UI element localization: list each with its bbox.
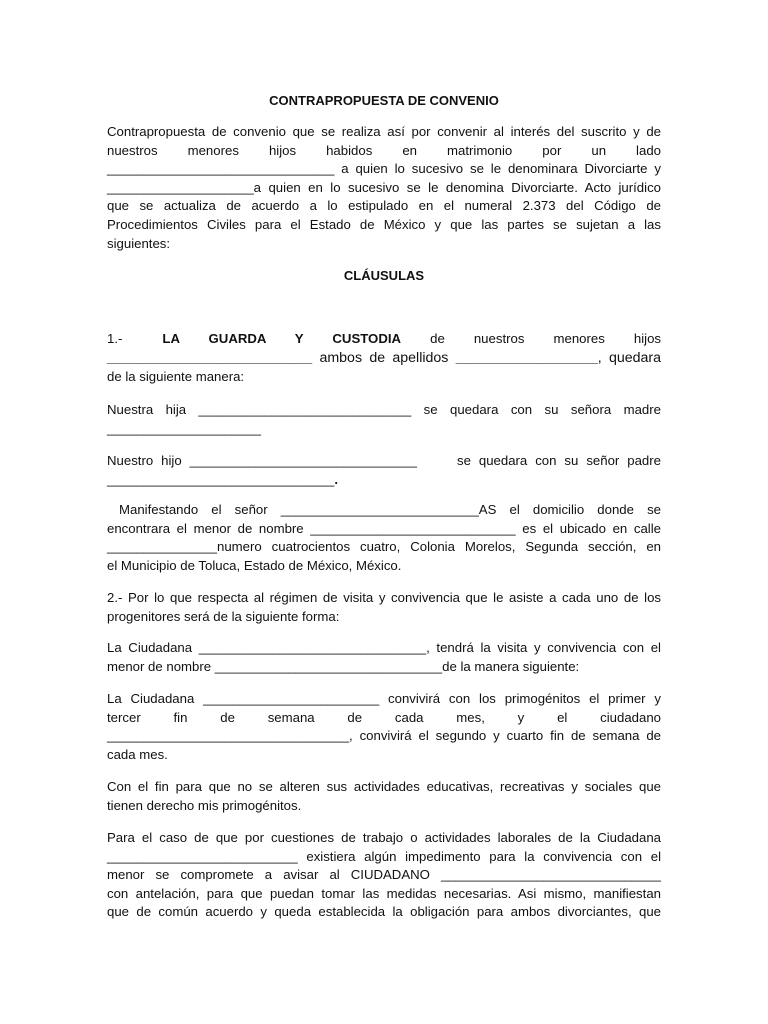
surnames-blank: __________________ [455,349,598,366]
clause-1 [107,330,661,386]
clause-1-number: 1.- [107,331,123,346]
children-names-blank: __________________________ [107,349,313,366]
daughter-line: _____________________ [107,420,262,436]
intro-line: Procedimientos Civiles para el Estado de México y que las partes se sujetan a las [107,216,661,232]
work-case-line: Para el caso de que por cuestiones de trabajo o actividades laborales de la Ciudadana [107,830,661,845]
clause-1-text: de nuestros menores hijos [430,331,661,346]
clause-2-line: progenitores será de la siguiente forma: [107,608,340,624]
clause-1-text: , quedara [597,349,662,366]
visit-line: menor de nombre _______________________________de la manera siguiente: [107,658,580,674]
clause-1-line [107,349,661,368]
son-blank: _______________________________ [107,471,335,487]
son-line [107,452,661,471]
visit-line: La Ciudadana _______________________________, tendrá la visita y convivencia con el [107,640,661,655]
daughter-line: Nuestra hija _____________________________ se quedara con su señora madre [107,402,661,417]
work-case-line: con antelación, para que puedan tomar las medidas necesarias. Asi mismo, manifiestan [107,885,661,901]
domicile-line: el Municipio de Toluca, Estado de México, México. [107,557,402,573]
son-paragraph [107,452,661,489]
clause-1-line [107,330,661,349]
visit-paragraph [107,639,661,676]
activities-paragraph [107,778,661,815]
domicile-paragraph [107,501,661,575]
son-line [107,471,661,490]
son-period: . [334,471,339,487]
weekend-line: La Ciudadana ________________________ convivirá con los primogénitos el primer y [107,691,661,706]
weekend-paragraph [107,690,661,764]
domicile-line: encontrara el menor de nombre ____________________________ es el ubicado en calle [107,520,661,536]
domicile-line: _______________numero cuatrocientos cuatro, Colonia Morelos, Segunda sección, en [107,539,661,555]
activities-line: tienen derecho mis primogénitos. [107,797,302,813]
clausulas-heading: CLÁUSULAS [343,268,425,283]
clause-2-line: 2.- Por lo que respecta al régimen de visita y convivencia que le asiste a cada uno de los [107,590,661,605]
activities-line: Con el fin para que no se alteren sus actividades educativas, recreativas y sociales que [107,779,661,794]
son-text: se quedara con su señor padre [456,453,661,468]
intro-line: ____________________a quien en lo sucesivo se le denomina Divorciarte. Acto jurídico [107,179,661,195]
document-title: CONTRAPROPUESTA DE CONVENIO [269,93,499,108]
intro-line: nuestros menores hijos habidos en matrimonio por un lado [107,142,661,158]
intro-line: que se actualiza de acuerdo a lo estipulado en el numeral 2.373 del Código de [107,198,661,214]
clause-2 [107,589,661,626]
work-case-line: __________________________ existiera algún impedimento para la convivencia con el [107,848,661,864]
intro-line: siguientes: [107,235,171,251]
weekend-line: tercer fin de semana de cada mes, y el ciudadano [107,709,661,725]
clause-1-line: de la siguiente manera: [107,368,245,384]
work-case-line: menor se compromete a avisar al CIUDADANO ______________________________ [107,867,661,883]
son-text: Nuestro hijo _______________________________ [107,453,417,468]
clause-1-text: ambos de apellidos [319,349,449,366]
work-case-paragraph [107,829,661,922]
weekend-line: _________________________________, convivirá el segundo y cuarto fin de semana de [107,728,661,744]
intro-line: _______________________________ a quien lo sucesivo se le denominara Divorciarte y [107,161,661,177]
guarda-custodia-label: LA GUARDA Y CUSTODIA [162,331,402,346]
weekend-line: cada mes. [107,746,168,762]
work-case-line: que de común acuerdo y queda establecida la obligación para ambos divorciantes, que [107,904,661,920]
intro-paragraph [107,123,661,253]
intro-line: Contrapropuesta de convenio que se realiza así por convenir al interés del suscrito y de [107,124,661,139]
domicile-line: Manifestando el señor ___________________________AS el domicilio donde se [119,502,661,517]
daughter-paragraph [107,401,661,438]
